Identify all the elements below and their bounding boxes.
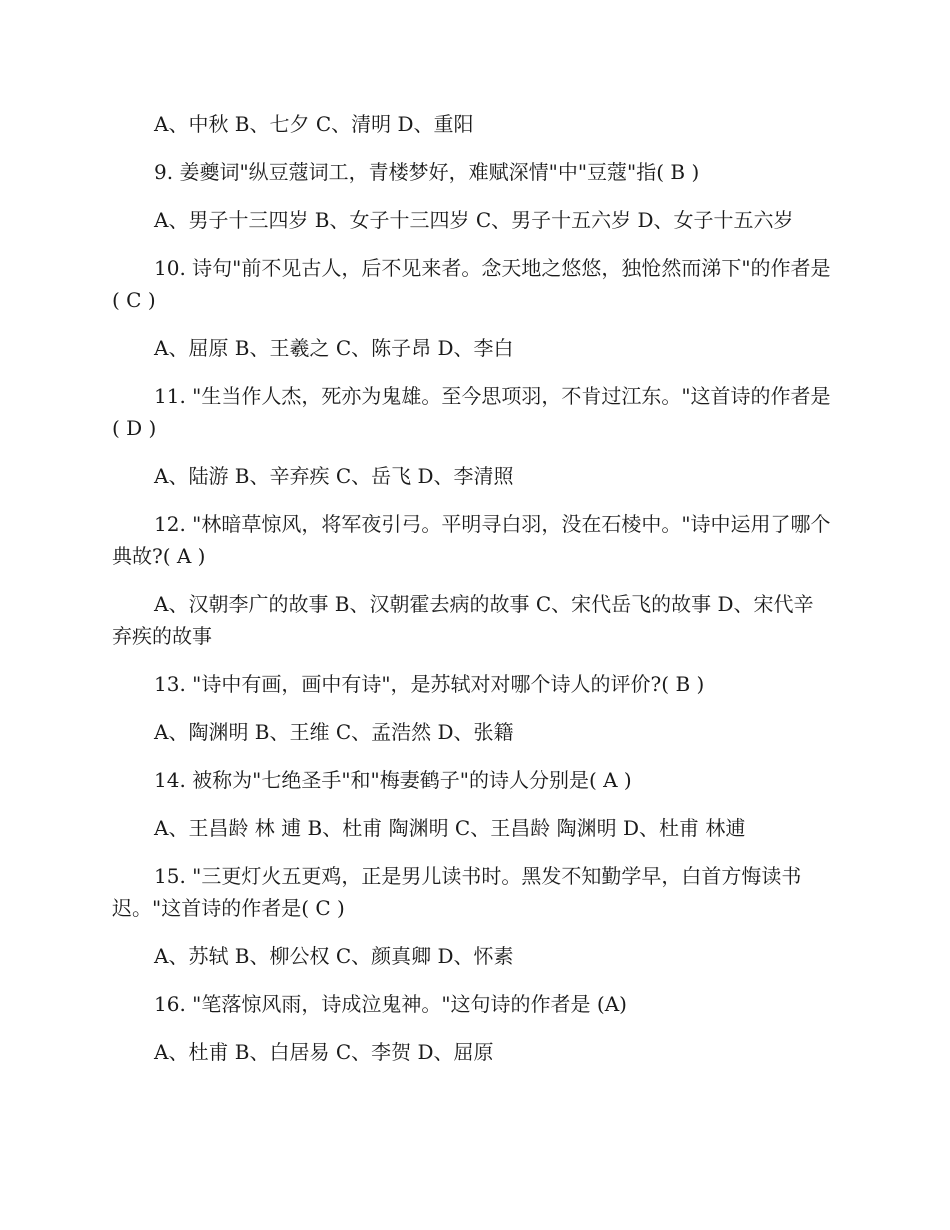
option-line-q11: A、陆游 B、辛弃疾 C、岳飞 D、李清照 <box>154 464 514 488</box>
option-line-q14: A、王昌龄 林 逋 B、杜甫 陶渊明 C、王昌龄 陶渊明 D、杜甫 林逋 <box>154 816 746 840</box>
option-line-q8: A、中秋 B、七夕 C、清明 D、重阳 <box>154 112 474 136</box>
option-line-q10: A、屈原 B、王羲之 C、陈子昂 D、李白 <box>154 336 514 360</box>
question-15: 15. "三更灯火五更鸡，正是男儿读书时。黑发不知勤学早，白首方悔读书迟。"这首诗的作者是( C ) <box>112 864 802 920</box>
question-14: 14. 被称为"七绝圣手"和"梅妻鹤子"的诗人分别是( A ) <box>154 768 632 792</box>
question-9: 9. 姜夔词"纵豆蔻词工，青楼梦好，难赋深情"中"豆蔻"指( B ) <box>154 160 700 184</box>
question-10: 10. 诗句"前不见古人，后不见来者。念天地之悠悠，独怆然而涕下"的作者是( C ) <box>112 256 831 312</box>
question-12: 12. "林暗草惊风，将军夜引弓。平明寻白羽，没在石棱中。"诗中运用了哪个典故?( A ) <box>112 512 831 568</box>
question-13: 13. "诗中有画，画中有诗"，是苏轼对对哪个诗人的评价?( B ) <box>154 672 705 696</box>
option-line-q13: A、陶渊明 B、王维 C、孟浩然 D、张籍 <box>154 720 514 744</box>
option-line-q9: A、男子十三四岁 B、女子十三四岁 C、男子十五六岁 D、女子十五六岁 <box>154 208 794 232</box>
question-11: 11. "生当作人杰，死亦为鬼雄。至今思项羽，不肯过江东。"这首诗的作者是( D ) <box>112 384 831 440</box>
document-page <box>112 108 832 1068</box>
option-line-q16: A、杜甫 B、白居易 C、李贺 D、屈原 <box>154 1040 494 1064</box>
option-line-q15: A、苏轼 B、柳公权 C、颜真卿 D、怀素 <box>154 944 514 968</box>
option-line-q12: A、汉朝李广的故事 B、汉朝霍去病的故事 C、宋代岳飞的故事 D、宋代辛弃疾的故事 <box>112 592 814 648</box>
question-16: 16. "笔落惊风雨，诗成泣鬼神。"这句诗的作者是 (A) <box>154 992 627 1016</box>
